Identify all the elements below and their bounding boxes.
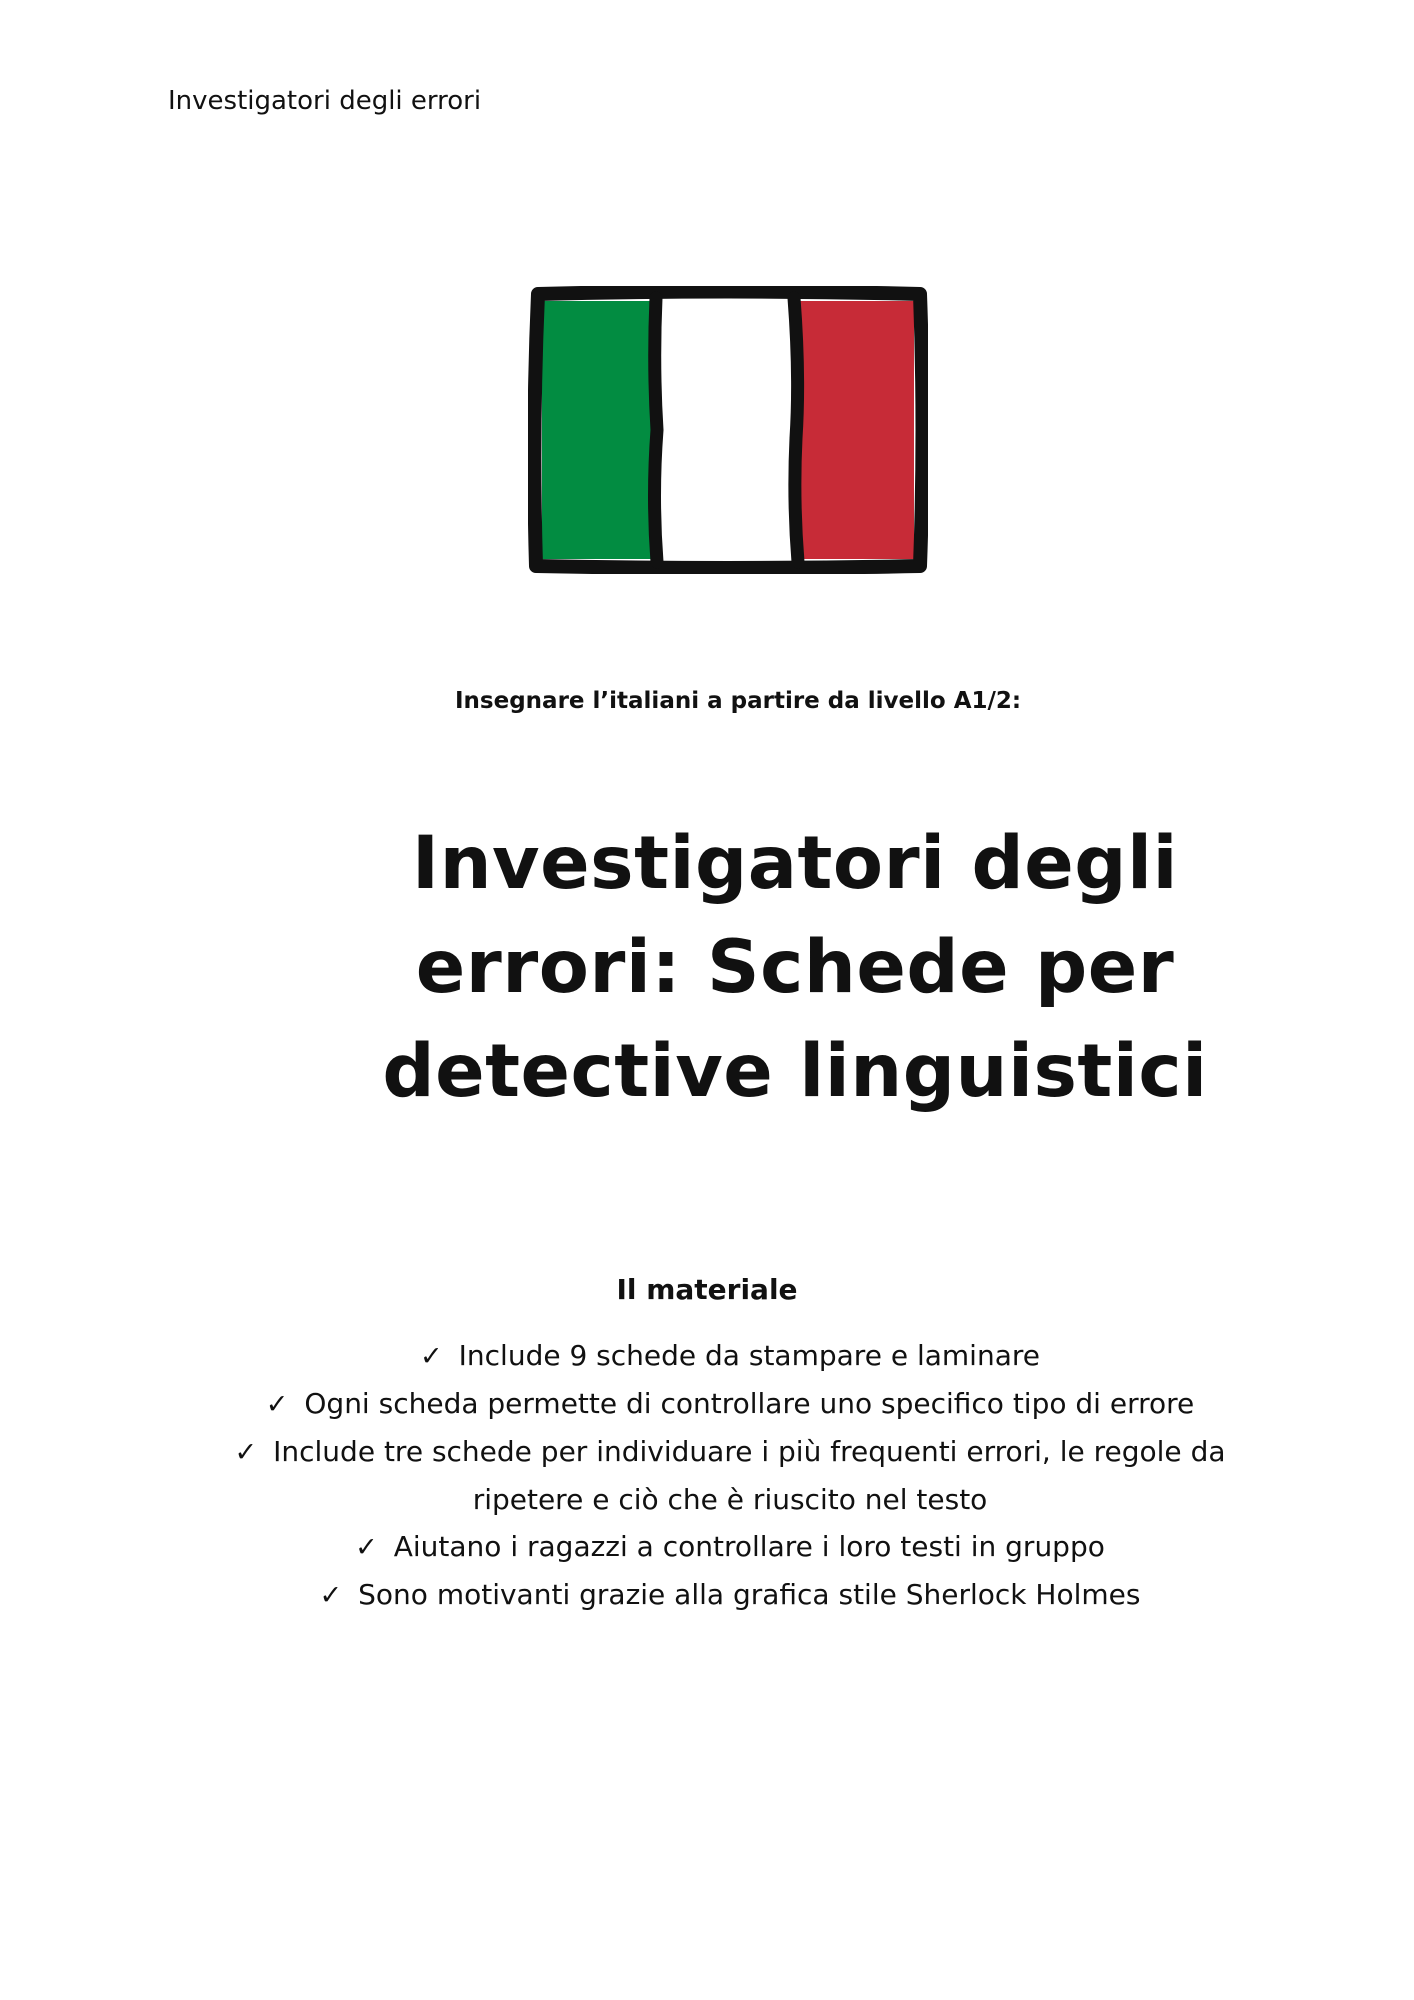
list-item (190, 1523, 1270, 1571)
flag-left-divider (655, 298, 658, 562)
subtitle: Insegnare l’italiani a partire da livello A1/2: (455, 688, 1022, 714)
flag-green-stripe (542, 301, 660, 559)
list-item-text: Sono motivanti grazie alla grafica stile Sherlock Holmes (358, 1578, 1141, 1611)
page-title (330, 812, 1260, 1124)
materials-heading: Il materiale (616, 1273, 798, 1306)
checkmark-icon: ✓ (265, 1389, 289, 1420)
list-item (190, 1332, 1270, 1380)
list-item (190, 1571, 1270, 1619)
list-item-text: Aiutano i ragazzi a controllare i loro testi in gruppo (393, 1530, 1105, 1563)
checkmark-icon: ✓ (234, 1437, 258, 1468)
title-line-3: detective linguistici (382, 1029, 1208, 1114)
checkmark-icon: ✓ (420, 1341, 443, 1372)
list-item-text: Include 9 schede da stampare e laminare (458, 1339, 1040, 1372)
flag-red-stripe (796, 301, 914, 559)
running-header: Investigatori degli errori (168, 86, 482, 116)
list-item (190, 1380, 1270, 1428)
italian-flag-icon (528, 286, 928, 574)
flag-right-divider (794, 298, 798, 562)
title-line-2: errori: Schede per (415, 925, 1175, 1010)
list-item-text: Include tre schede per individuare i più frequenti errori, le regole da ripetere e ciò che è riuscito nel testo (273, 1435, 1226, 1516)
list-item-text: Ogni scheda permette di controllare uno specifico tipo di errore (304, 1387, 1195, 1420)
checkmark-icon: ✓ (319, 1580, 343, 1611)
checkmark-icon: ✓ (355, 1532, 378, 1563)
title-line-1: Investigatori degli (411, 821, 1179, 906)
materials-list (190, 1332, 1270, 1619)
flag-white-stripe (660, 301, 796, 559)
list-item (190, 1428, 1270, 1523)
